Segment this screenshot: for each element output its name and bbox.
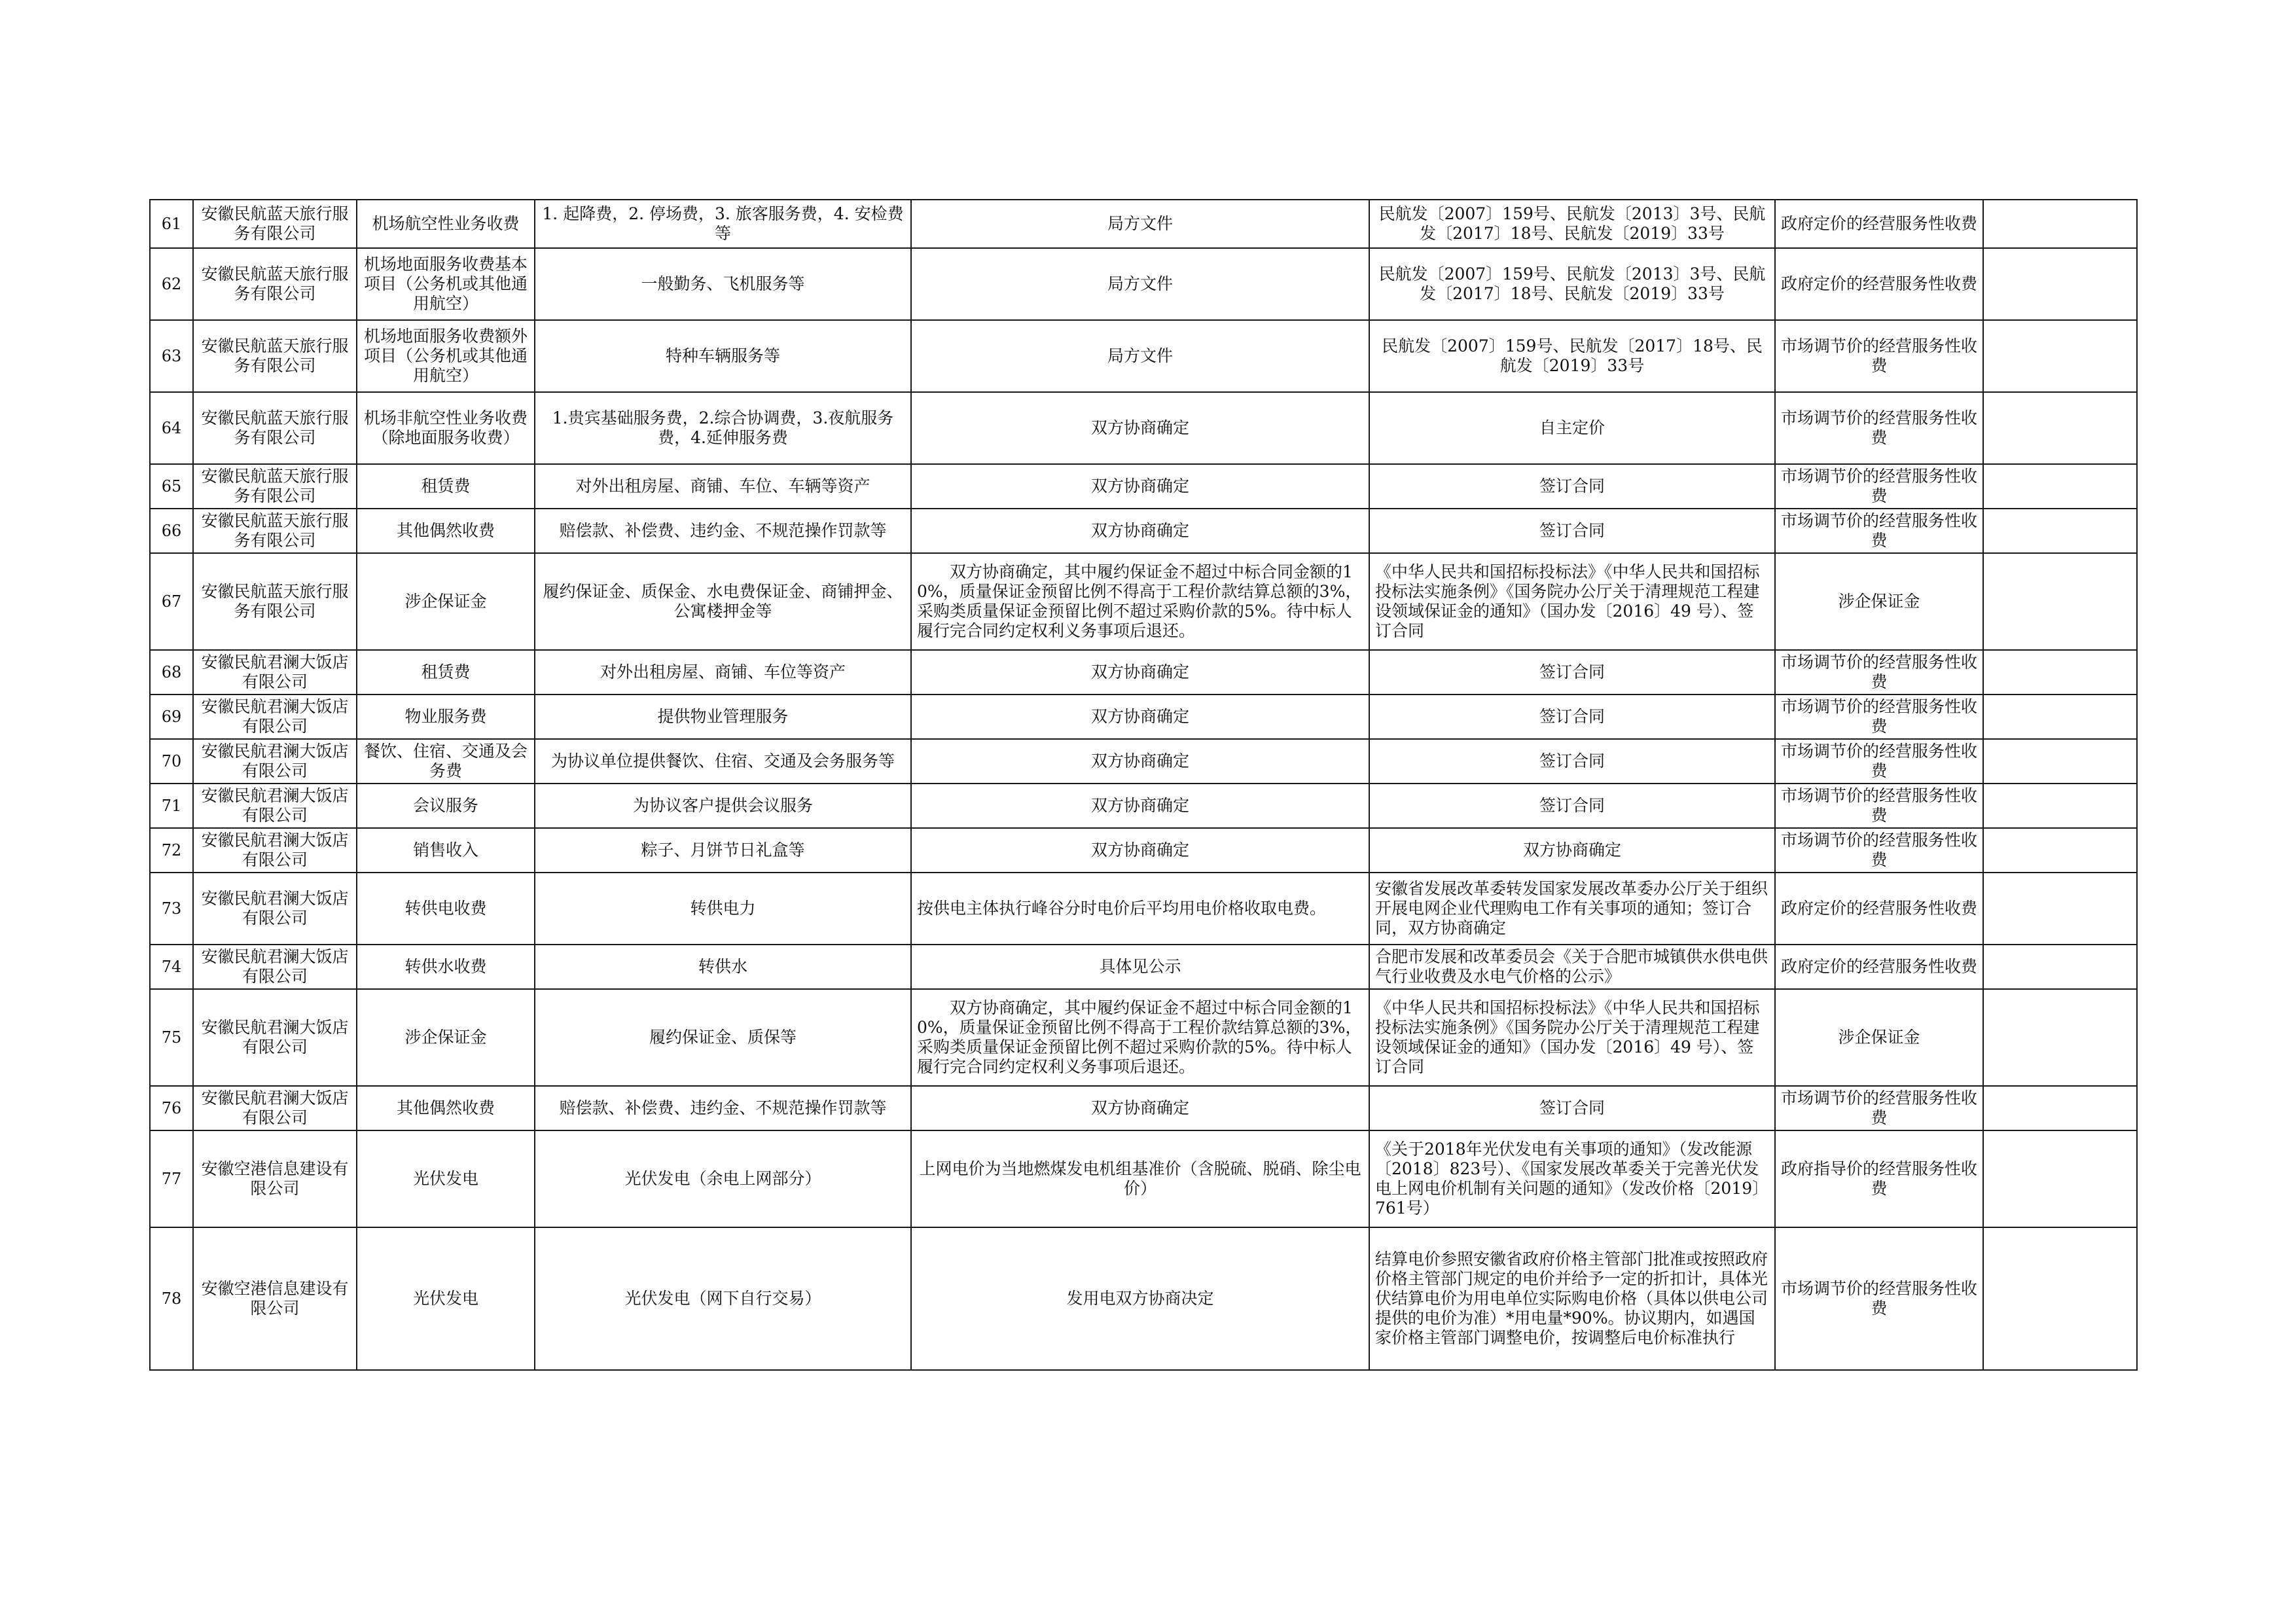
fee-note	[1983, 828, 2137, 873]
fee-content: 粽子、月饼节日礼盒等	[535, 828, 911, 873]
fee-standard: 双方协商确定	[911, 739, 1369, 784]
fee-item: 机场地面服务收费额外项目（公务机或其他通用航空）	[357, 320, 535, 392]
company-name: 安徽民航蓝天旅行服务有限公司	[193, 200, 357, 248]
fee-basis: 签订合同	[1369, 650, 1775, 695]
fee-item: 销售收入	[357, 828, 535, 873]
fee-note	[1983, 553, 2137, 650]
fee-standard: 双方协商确定	[911, 650, 1369, 695]
table-row	[150, 200, 2137, 248]
fee-item: 餐饮、住宿、交通及会务费	[357, 739, 535, 784]
fee-basis: 签订合同	[1369, 784, 1775, 828]
fee-standard: 局方文件	[911, 200, 1369, 248]
table-row	[150, 873, 2137, 945]
fee-basis: 结算电价参照安徽省政府价格主管部门批准或按照政府价格主管部门规定的电价并给予一定的折扣计，具体光伏结算电价为用电单位实际购电价格（具体以供电公司提供的电价为准）*用电量*90%。协议期内，如遇国家价格主管部门调整电价，按调整后电价标准执行	[1369, 1227, 1775, 1370]
fee-standard: 双方协商确定	[911, 1086, 1369, 1130]
company-name: 安徽民航君澜大饭店有限公司	[193, 739, 357, 784]
row-number: 66	[150, 509, 193, 553]
fee-basis: 安徽省发展改革委转发国家发展改革委办公厅关于组织开展电网企业代理购电工作有关事项的通知；签订合同，双方协商确定	[1369, 873, 1775, 945]
fee-standard: 双方协商确定，其中履约保证金不超过中标合同金额的10%，质量保证金预留比例不得高于工程价款结算总额的3%，采购类质量保证金预留比例不超过采购价款的5%。待中标人履行完合同约定权利义务事项后退还。	[911, 553, 1369, 650]
fee-note	[1983, 784, 2137, 828]
fee-standard: 局方文件	[911, 248, 1369, 320]
company-name: 安徽民航君澜大饭店有限公司	[193, 828, 357, 873]
fee-category: 市场调节价的经营服务性收费	[1775, 650, 1983, 695]
fee-note	[1983, 650, 2137, 695]
row-number: 72	[150, 828, 193, 873]
fee-standard: 双方协商确定	[911, 392, 1369, 464]
fee-standard: 具体见公示	[911, 945, 1369, 989]
fee-basis: 《中华人民共和国招标投标法》《中华人民共和国招标投标法实施条例》《国务院办公厅关于清理规范工程建设领域保证金的通知》（国办发〔2016〕49 号）、签订合同	[1369, 553, 1775, 650]
company-name: 安徽民航蓝天旅行服务有限公司	[193, 553, 357, 650]
fee-content: 1. 起降费，2. 停场费，3. 旅客服务费，4. 安检费等	[535, 200, 911, 248]
row-number: 63	[150, 320, 193, 392]
row-number: 69	[150, 695, 193, 739]
fee-note	[1983, 989, 2137, 1086]
fee-content: 为协议客户提供会议服务	[535, 784, 911, 828]
fee-note	[1983, 200, 2137, 248]
fee-content: 履约保证金、质保金、水电费保证金、商铺押金、公寓楼押金等	[535, 553, 911, 650]
fee-note	[1983, 464, 2137, 509]
company-name: 安徽民航君澜大饭店有限公司	[193, 989, 357, 1086]
fee-category: 政府定价的经营服务性收费	[1775, 945, 1983, 989]
fee-item: 光伏发电	[357, 1130, 535, 1227]
fee-category: 市场调节价的经营服务性收费	[1775, 464, 1983, 509]
table-row	[150, 1130, 2137, 1227]
fee-note	[1983, 1086, 2137, 1130]
fee-item: 租赁费	[357, 464, 535, 509]
fee-note	[1983, 695, 2137, 739]
fee-basis: 合肥市发展和改革委员会《关于合肥市城镇供水供电供气行业收费及水电气价格的公示》	[1369, 945, 1775, 989]
fee-basis: 签订合同	[1369, 695, 1775, 739]
row-number: 61	[150, 200, 193, 248]
table-row	[150, 945, 2137, 989]
row-number: 70	[150, 739, 193, 784]
fee-content: 光伏发电（余电上网部分）	[535, 1130, 911, 1227]
table-row	[150, 509, 2137, 553]
table-row	[150, 464, 2137, 509]
fee-content: 一般勤务、飞机服务等	[535, 248, 911, 320]
fee-basis: 民航发〔2007〕159号、民航发〔2013〕3号、民航发〔2017〕18号、民航发〔2019〕33号	[1369, 248, 1775, 320]
company-name: 安徽民航蓝天旅行服务有限公司	[193, 392, 357, 464]
row-number: 78	[150, 1227, 193, 1370]
fee-item: 光伏发电	[357, 1227, 535, 1370]
company-name: 安徽民航君澜大饭店有限公司	[193, 873, 357, 945]
fee-item: 转供电收费	[357, 873, 535, 945]
fee-standard: 上网电价为当地燃煤发电机组基准价（含脱硫、脱硝、除尘电价）	[911, 1130, 1369, 1227]
row-number: 67	[150, 553, 193, 650]
row-number: 68	[150, 650, 193, 695]
company-name: 安徽民航君澜大饭店有限公司	[193, 784, 357, 828]
fee-category: 市场调节价的经营服务性收费	[1775, 739, 1983, 784]
fee-basis: 民航发〔2007〕159号、民航发〔2017〕18号、民航发〔2019〕33号	[1369, 320, 1775, 392]
fee-standard: 双方协商确定	[911, 695, 1369, 739]
fee-item: 会议服务	[357, 784, 535, 828]
fee-category: 市场调节价的经营服务性收费	[1775, 392, 1983, 464]
table-row	[150, 989, 2137, 1086]
fee-category: 市场调节价的经营服务性收费	[1775, 695, 1983, 739]
fee-content: 赔偿款、补偿费、违约金、不规范操作罚款等	[535, 1086, 911, 1130]
fee-note	[1983, 1227, 2137, 1370]
fee-content: 对外出租房屋、商铺、车位等资产	[535, 650, 911, 695]
fee-item: 其他偶然收费	[357, 509, 535, 553]
fee-category: 市场调节价的经营服务性收费	[1775, 784, 1983, 828]
fee-standard: 局方文件	[911, 320, 1369, 392]
fee-category: 政府指导价的经营服务性收费	[1775, 1130, 1983, 1227]
company-name: 安徽民航蓝天旅行服务有限公司	[193, 248, 357, 320]
fee-note	[1983, 873, 2137, 945]
fee-item: 机场地面服务收费基本项目（公务机或其他通用航空）	[357, 248, 535, 320]
row-number: 73	[150, 873, 193, 945]
table-row	[150, 1227, 2137, 1370]
fee-basis: 自主定价	[1369, 392, 1775, 464]
table-row	[150, 695, 2137, 739]
company-name: 安徽空港信息建设有限公司	[193, 1130, 357, 1227]
fee-item: 涉企保证金	[357, 989, 535, 1086]
fee-category: 政府定价的经营服务性收费	[1775, 200, 1983, 248]
fee-note	[1983, 320, 2137, 392]
fee-content: 转供水	[535, 945, 911, 989]
fee-category: 市场调节价的经营服务性收费	[1775, 1227, 1983, 1370]
table-row	[150, 320, 2137, 392]
fee-standard: 双方协商确定	[911, 509, 1369, 553]
company-name: 安徽民航君澜大饭店有限公司	[193, 695, 357, 739]
fee-basis: 签订合同	[1369, 1086, 1775, 1130]
table-row	[150, 828, 2137, 873]
fee-category: 政府定价的经营服务性收费	[1775, 248, 1983, 320]
fee-content: 转供电力	[535, 873, 911, 945]
fee-standard: 双方协商确定	[911, 828, 1369, 873]
fee-basis: 民航发〔2007〕159号、民航发〔2013〕3号、民航发〔2017〕18号、民航发〔2019〕33号	[1369, 200, 1775, 248]
fee-basis: 双方协商确定	[1369, 828, 1775, 873]
table-row	[150, 392, 2137, 464]
fee-category: 政府定价的经营服务性收费	[1775, 873, 1983, 945]
fee-basis: 签订合同	[1369, 509, 1775, 553]
row-number: 64	[150, 392, 193, 464]
fee-category: 市场调节价的经营服务性收费	[1775, 1086, 1983, 1130]
fee-item: 机场非航空性业务收费（除地面服务收费）	[357, 392, 535, 464]
fee-note	[1983, 509, 2137, 553]
company-name: 安徽民航蓝天旅行服务有限公司	[193, 320, 357, 392]
fee-note	[1983, 945, 2137, 989]
row-number: 71	[150, 784, 193, 828]
company-name: 安徽民航君澜大饭店有限公司	[193, 945, 357, 989]
row-number: 62	[150, 248, 193, 320]
fee-content: 1.贵宾基础服务费，2.综合协调费，3.夜航服务费，4.延伸服务费	[535, 392, 911, 464]
fee-standard: 双方协商确定	[911, 784, 1369, 828]
fee-basis: 签订合同	[1369, 739, 1775, 784]
table-row	[150, 1086, 2137, 1130]
fee-content: 为协议单位提供餐饮、住宿、交通及会务服务等	[535, 739, 911, 784]
fee-content: 特种车辆服务等	[535, 320, 911, 392]
company-name: 安徽民航君澜大饭店有限公司	[193, 1086, 357, 1130]
row-number: 76	[150, 1086, 193, 1130]
fee-category: 涉企保证金	[1775, 553, 1983, 650]
fee-note	[1983, 392, 2137, 464]
fee-item: 转供水收费	[357, 945, 535, 989]
fee-note	[1983, 248, 2137, 320]
fee-content: 对外出租房屋、商铺、车位、车辆等资产	[535, 464, 911, 509]
table-row	[150, 784, 2137, 828]
fee-basis: 《中华人民共和国招标投标法》《中华人民共和国招标投标法实施条例》《国务院办公厅关于清理规范工程建设领域保证金的通知》（国办发〔2016〕49 号）、签订合同	[1369, 989, 1775, 1086]
company-name: 安徽民航君澜大饭店有限公司	[193, 650, 357, 695]
company-name: 安徽空港信息建设有限公司	[193, 1227, 357, 1370]
fee-category: 涉企保证金	[1775, 989, 1983, 1086]
fee-item: 其他偶然收费	[357, 1086, 535, 1130]
row-number: 77	[150, 1130, 193, 1227]
fee-content: 提供物业管理服务	[535, 695, 911, 739]
fee-content: 履约保证金、质保等	[535, 989, 911, 1086]
row-number: 65	[150, 464, 193, 509]
fee-item: 物业服务费	[357, 695, 535, 739]
fee-item: 租赁费	[357, 650, 535, 695]
table-row	[150, 650, 2137, 695]
fee-basis: 签订合同	[1369, 464, 1775, 509]
table-row	[150, 739, 2137, 784]
fee-standard: 按供电主体执行峰谷分时电价后平均用电价格收取电费。	[911, 873, 1369, 945]
fee-item: 涉企保证金	[357, 553, 535, 650]
table-row	[150, 248, 2137, 320]
company-name: 安徽民航蓝天旅行服务有限公司	[193, 464, 357, 509]
fee-standard: 双方协商确定	[911, 464, 1369, 509]
fee-standard: 双方协商确定，其中履约保证金不超过中标合同金额的10%，质量保证金预留比例不得高于工程价款结算总额的3%，采购类质量保证金预留比例不超过采购价款的5%。待中标人履行完合同约定权利义务事项后退还。	[911, 989, 1369, 1086]
fee-content: 赔偿款、补偿费、违约金、不规范操作罚款等	[535, 509, 911, 553]
fee-basis: 《关于2018年光伏发电有关事项的通知》（发改能源〔2018〕823号）、《国家发展改革委关于完善光伏发电上网电价机制有关问题的通知》（发改价格〔2019〕761号）	[1369, 1130, 1775, 1227]
company-name: 安徽民航蓝天旅行服务有限公司	[193, 509, 357, 553]
fee-category: 市场调节价的经营服务性收费	[1775, 320, 1983, 392]
fee-category: 市场调节价的经营服务性收费	[1775, 509, 1983, 553]
fee-content: 光伏发电（网下自行交易）	[535, 1227, 911, 1370]
fee-table-body	[150, 200, 2137, 1370]
fee-note	[1983, 739, 2137, 784]
row-number: 75	[150, 989, 193, 1086]
fee-category: 市场调节价的经营服务性收费	[1775, 828, 1983, 873]
fee-standard: 发用电双方协商决定	[911, 1227, 1369, 1370]
table-row	[150, 553, 2137, 650]
row-number: 74	[150, 945, 193, 989]
fee-note	[1983, 1130, 2137, 1227]
fee-item: 机场航空性业务收费	[357, 200, 535, 248]
fee-table	[149, 199, 2138, 1371]
